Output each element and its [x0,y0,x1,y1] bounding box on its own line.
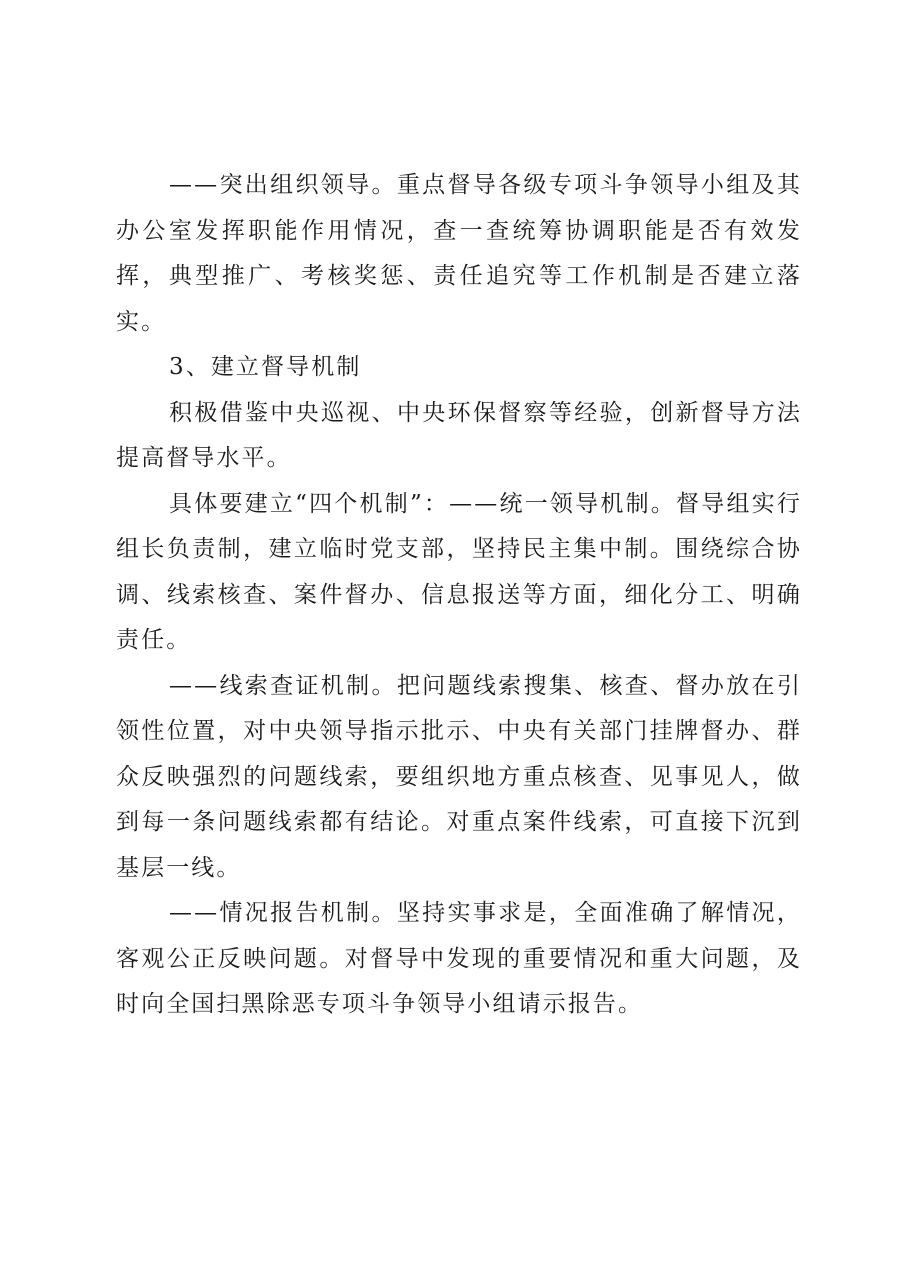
document-body [116,163,802,1028]
paragraph-unified-leadership: 具体要建立“四个机制”：——统一领导机制。督导组实行组长负责制，建立临时党支部，坚持民主集中制。围绕综合协调、线索核查、案件督办、信息报送等方面，细化分工、明确责任。 [116,490,802,653]
paragraph-learn-experience: 积极借鉴中央巡视、中央环保督察等经验，创新督导方法提高督导水平。 [116,399,802,471]
paragraph-situation-report: ——情况报告机制。坚持实事求是，全面准确了解情况，客观公正反映问题。对督导中发现的重要情况和重大问题，及时向全国扫黑除恶专项斗争领导小组请示报告。 [116,900,802,1017]
paragraph-clue-verification: ——线索查证机制。把问题线索搜集、核查、督办放在引领性位置，对中央领导指示批示、中央有关部门挂牌督办、群众反映强烈的问题线索，要组织地方重点核查、见事见人，做到每一条问题线索都有结论。对重点案件线索，可直接下沉到基层一线。 [116,672,802,881]
section-heading-supervision-mechanism: 3、建立督导机制 [169,354,362,380]
paragraph-organization-leadership: ——突出组织领导。重点督导各级专项斗争领导小组及其办公室发挥职能作用情况，查一查统筹协调职能是否有效发挥，典型推广、考核奖惩、责任追究等工作机制是否建立落实。 [116,172,802,335]
